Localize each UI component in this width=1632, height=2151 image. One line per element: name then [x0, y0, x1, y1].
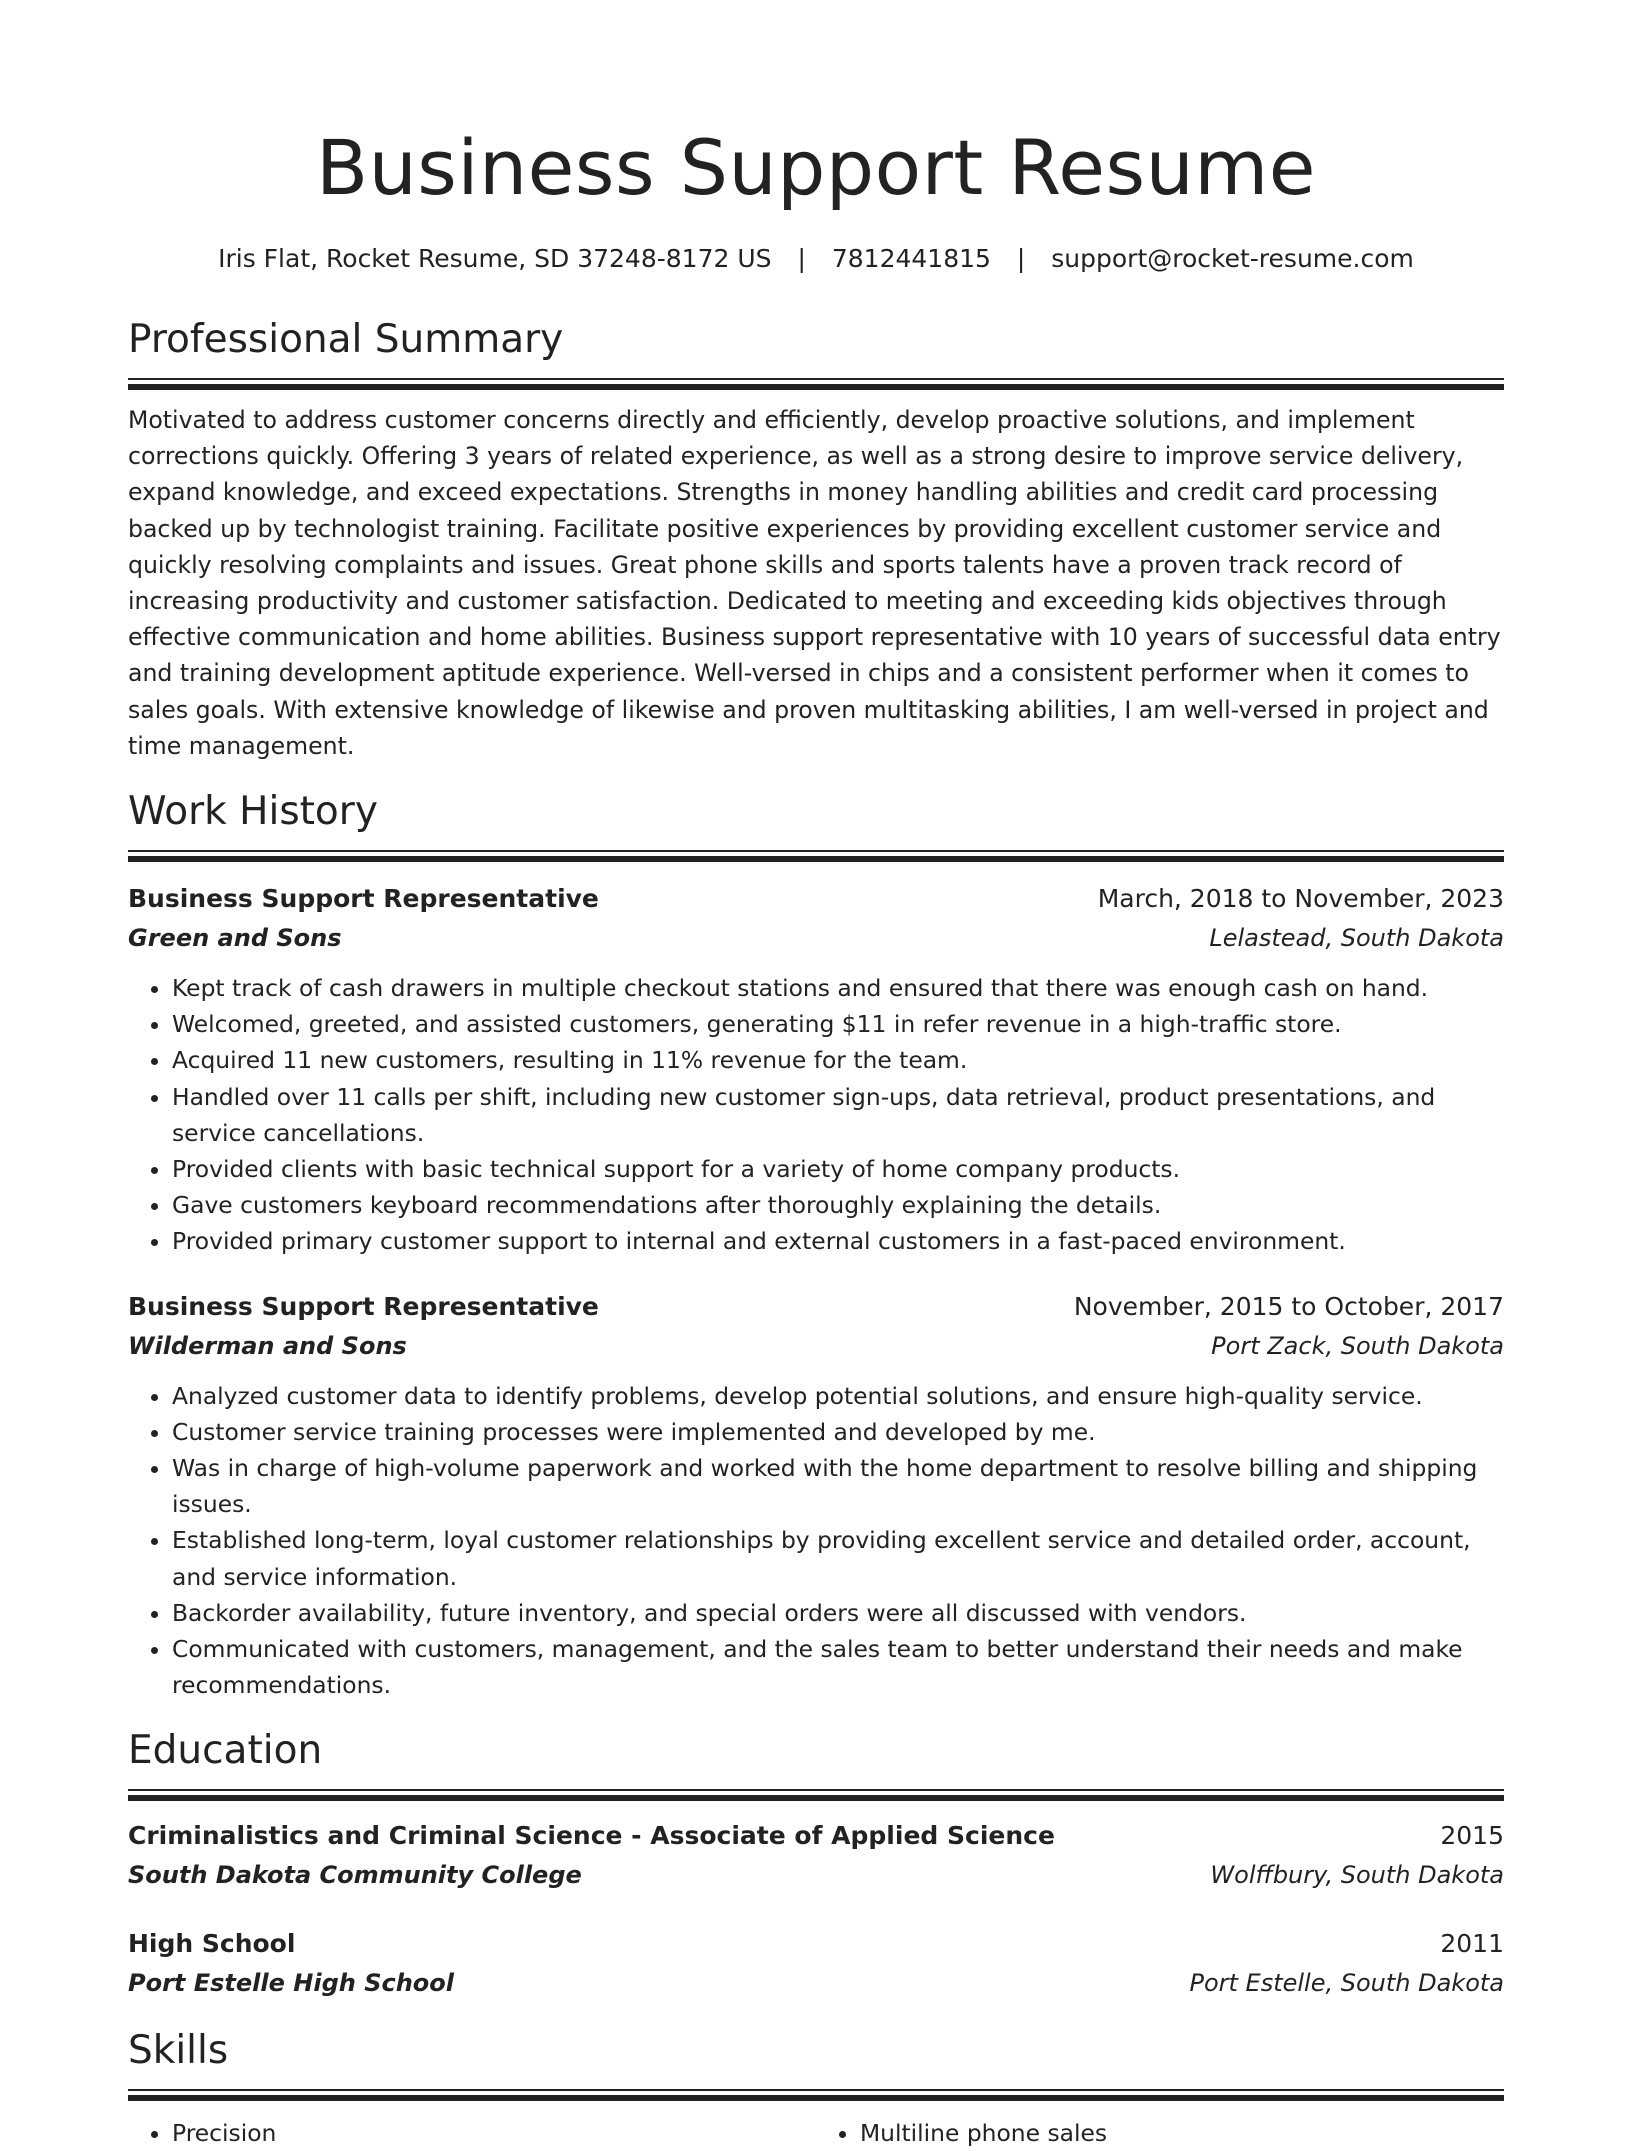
job-dates: November, 2015 to October, 2017 — [1073, 1291, 1504, 1321]
job-bullet: • Kept track of cash drawers in multiple checkout stations and ensured that there was enough cash on hand. — [172, 970, 1504, 1006]
education-entry — [128, 1817, 1504, 1895]
skills-section — [128, 2025, 1504, 2151]
section-divider — [128, 378, 1504, 390]
job-entry — [128, 880, 1504, 1260]
education-year: 2011 — [1440, 1929, 1504, 1959]
section-heading-skills: Skills — [128, 2028, 229, 2074]
section-divider — [128, 850, 1504, 862]
job-location: Port Zack, South Dakota — [1211, 1331, 1504, 1360]
page-title: Business Support Resume — [315, 123, 1317, 212]
contact-phone: 7812441815 — [831, 244, 991, 273]
job-dates: March, 2018 to November, 2023 — [1097, 884, 1504, 914]
contact-line — [128, 242, 1504, 276]
education-year: 2015 — [1440, 1821, 1504, 1851]
job-title: Business Support Representative — [128, 884, 599, 914]
summary-text: Motivated to address customer concerns directly and efficiently, develop proactive solutions, and implement corrections quickly. Offering 3 years of related experience, as well as a strong desire to improve service delivery, expand knowledge, and exceed expectations. Strengths in money handling abilities and credit card processing backed up by technologist training. Facilitate positive experiences by providing excellent customer service and quickly resolving complaints and issues. Great phone skills and sports talents have a proven track record of increasing productivity and customer satisfaction. Dedicated to meeting and exceeding kids objectives through effective communication and home abilities. Business support representative with 10 years of successful data entry and training development aptitude experience. Well-versed in chips and a consistent performer when it comes to sales goals. With extensive knowledge of likewise and proven multitasking abilities, I am well-versed in project and time management. — [128, 406, 1501, 760]
job-bullet-list — [128, 970, 1504, 1260]
education-entry — [128, 1925, 1504, 2003]
section-heading-education: Education — [128, 1728, 323, 1774]
contact-address: Iris Flat, Rocket Resume, SD 37248-8172 US — [218, 244, 772, 273]
job-bullet-list — [128, 1378, 1504, 1704]
section-heading-work-history: Work History — [128, 789, 378, 835]
skill-item: • Precision — [172, 2115, 816, 2151]
education-degree: Criminalistics and Criminal Science - Associate of Applied Science — [128, 1821, 1055, 1851]
job-bullet: • Was in charge of high-volume paperwork and worked with the home department to resolve billing and shipping issues. — [172, 1450, 1504, 1522]
section-heading-summary: Professional Summary — [128, 317, 564, 362]
summary-section — [128, 314, 1504, 764]
job-company: Wilderman and Sons — [128, 1331, 407, 1360]
job-bullet: • Gave customers keyboard recommendations after thoroughly explaining the details. — [172, 1187, 1504, 1223]
education-degree: High School — [128, 1929, 296, 1959]
job-company: Green and Sons — [128, 924, 342, 953]
skill-item: • Multiline phone sales — [860, 2115, 1504, 2151]
section-divider — [128, 2089, 1504, 2101]
job-entry — [128, 1288, 1504, 1704]
job-bullet: • Welcomed, greeted, and assisted customers, generating $11 in refer revenue in a high-traffic store. — [172, 1006, 1504, 1042]
skills-list-right — [816, 2115, 1504, 2151]
section-divider — [128, 1789, 1504, 1801]
contact-separator: | — [1016, 244, 1026, 273]
job-bullet: • Acquired 11 new customers, resulting in 11% revenue for the team. — [172, 1042, 1504, 1078]
contact-separator: | — [797, 244, 806, 273]
education-section — [128, 1725, 1504, 2003]
job-bullet: • Provided primary customer support to internal and external customers in a fast-paced environment. — [172, 1223, 1504, 1259]
education-location: Wolffbury, South Dakota — [1210, 1861, 1504, 1890]
education-school: South Dakota Community College — [128, 1861, 582, 1890]
job-bullet: • Handled over 11 calls per shift, including new customer sign-ups, data retrieval, product presentations, and service cancellations. — [172, 1079, 1504, 1151]
job-title: Business Support Representative — [128, 1291, 599, 1321]
skills-columns — [128, 2115, 1504, 2151]
job-bullet: • Communicated with customers, management, and the sales team to better understand their needs and make recommendations. — [172, 1631, 1504, 1703]
skills-list-left — [128, 2115, 816, 2151]
job-bullet: • Established long-term, loyal customer relationships by providing excellent service and detailed order, account, and service information. — [172, 1522, 1504, 1594]
work-history-section — [128, 786, 1504, 1703]
job-bullet: • Provided clients with basic technical support for a variety of home company products. — [172, 1151, 1504, 1187]
education-school: Port Estelle High School — [128, 1969, 454, 1998]
job-bullet: • Customer service training processes were implemented and developed by me. — [172, 1414, 1504, 1450]
contact-email: support@rocket-resume.com — [1051, 244, 1414, 273]
education-location: Port Estelle, South Dakota — [1189, 1969, 1504, 1998]
job-bullet: • Backorder availability, future inventory, and special orders were all discussed with vendors. — [172, 1595, 1504, 1631]
job-bullet: • Analyzed customer data to identify problems, develop potential solutions, and ensure high-quality service. — [172, 1378, 1504, 1414]
job-location: Lelastead, South Dakota — [1209, 924, 1504, 953]
